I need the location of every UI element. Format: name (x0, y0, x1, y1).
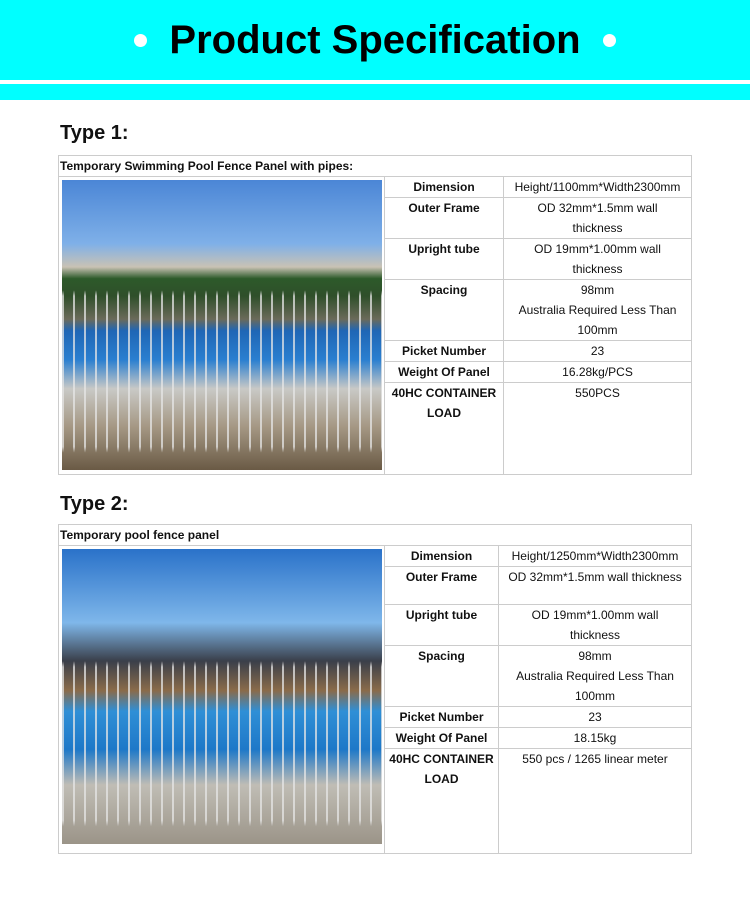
spec-value (499, 646, 692, 707)
spec-label: Picket Number (385, 341, 504, 362)
spec-label: Upright tube (385, 605, 499, 646)
type-1-spec-table (58, 155, 692, 475)
product-photo-pool-fence (62, 549, 382, 844)
bullet-icon (134, 34, 147, 47)
header-banner (0, 0, 750, 80)
spec-value: 23 (499, 707, 692, 728)
banner-stripe (0, 84, 750, 100)
spec-label: Spacing (385, 646, 499, 707)
type-2-spec-table (58, 524, 692, 854)
spec-value: 16.28kg/PCS (504, 362, 692, 383)
spec-label: Weight Of Panel (385, 362, 504, 383)
spec-value-line: 98mm (578, 649, 612, 663)
spec-label: Dimension (385, 177, 504, 198)
spec-label: Upright tube (385, 239, 504, 280)
bullet-icon (603, 34, 616, 47)
table-title: Temporary Swimming Pool Fence Panel with pipes: (59, 156, 692, 177)
spec-label: Weight Of Panel (385, 728, 499, 749)
spec-label: 40HC CONTAINER LOAD (385, 383, 504, 475)
spec-value-note: Australia Required Less Than 100mm (516, 669, 674, 703)
table-title: Temporary pool fence panel (59, 525, 692, 546)
spec-value: 550 pcs / 1265 linear meter (499, 749, 692, 854)
product-photo-pool-fence (62, 180, 382, 470)
spec-value: OD 32mm*1.5mm wall thickness (504, 198, 692, 239)
spec-value: 18.15kg (499, 728, 692, 749)
spec-value: OD 19mm*1.00mm wall thickness (504, 239, 692, 280)
spec-label: Picket Number (385, 707, 499, 728)
page-title: Product Specification (169, 17, 581, 62)
type-2-heading: Type 2: (60, 493, 129, 515)
spec-value: Height/1250mm*Width2300mm (499, 546, 692, 567)
spec-label: Outer Frame (385, 567, 499, 605)
spec-value (504, 280, 692, 341)
spec-label: Outer Frame (385, 198, 504, 239)
spec-value-note: Australia Required Less Than 100mm (518, 303, 677, 337)
spec-label: Spacing (385, 280, 504, 341)
spec-value: OD 32mm*1.5mm wall thickness (499, 567, 692, 605)
spec-label: Dimension (385, 546, 499, 567)
spec-value-line: 98mm (580, 283, 615, 297)
spec-value: Height/1100mm*Width2300mm (504, 177, 692, 198)
spec-label: 40HC CONTAINER LOAD (385, 749, 499, 854)
spec-value: 23 (504, 341, 692, 362)
type-1-heading: Type 1: (60, 122, 129, 144)
spec-value: 550PCS (504, 383, 692, 475)
spec-value: OD 19mm*1.00mm wall thickness (499, 605, 692, 646)
